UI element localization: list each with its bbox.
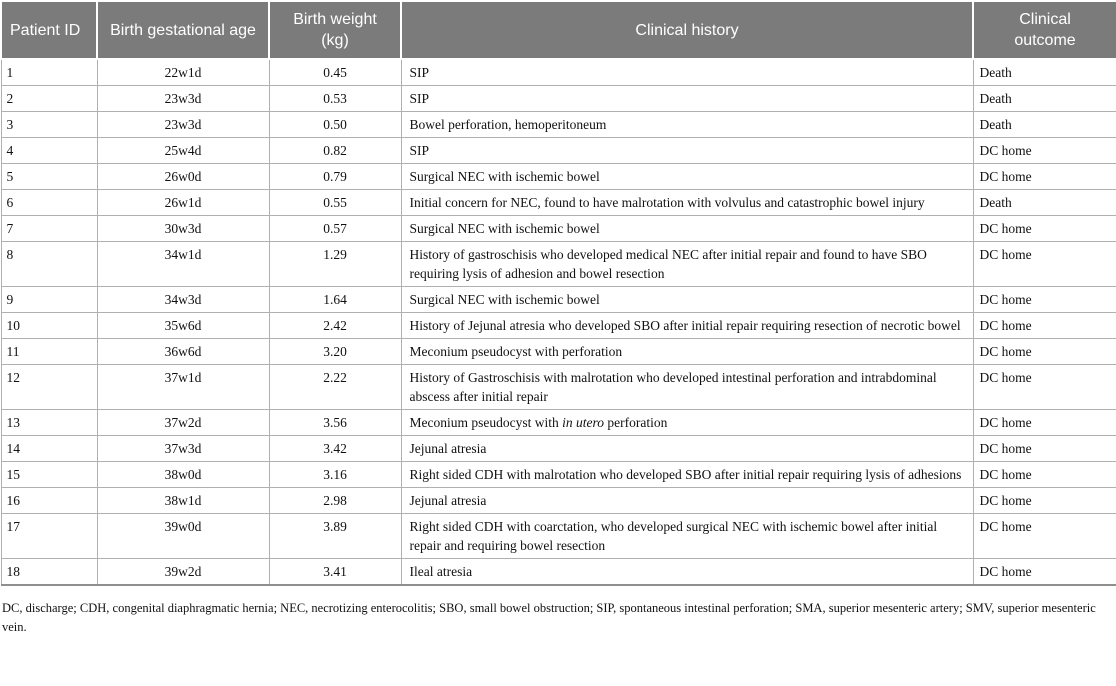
cell-history: Surgical NEC with ischemic bowel	[401, 164, 973, 190]
table-row	[1, 112, 1116, 138]
cell-age: 23w3d	[97, 112, 269, 138]
table-body	[1, 59, 1116, 585]
cell-history: SIP	[401, 59, 973, 86]
cell-weight: 3.56	[269, 410, 401, 436]
cell-weight: 0.45	[269, 59, 401, 86]
cell-id: 4	[1, 138, 97, 164]
cell-age: 34w3d	[97, 287, 269, 313]
cell-history: Surgical NEC with ischemic bowel	[401, 216, 973, 242]
cell-weight: 3.41	[269, 559, 401, 586]
cell-outcome: DC home	[973, 339, 1116, 365]
cell-weight: 0.82	[269, 138, 401, 164]
cell-outcome: DC home	[973, 462, 1116, 488]
cell-id: 18	[1, 559, 97, 586]
table-row	[1, 190, 1116, 216]
cell-history: History of gastroschisis who developed medical NEC after initial repair and found to have SBO requiring lysis of adhesion and bowel resection	[401, 242, 973, 287]
cell-id: 15	[1, 462, 97, 488]
cell-history: Meconium pseudocyst with perforation	[401, 339, 973, 365]
cell-history: Jejunal atresia	[401, 436, 973, 462]
cell-age: 38w0d	[97, 462, 269, 488]
cell-id: 2	[1, 86, 97, 112]
cell-weight: 0.53	[269, 86, 401, 112]
cell-age: 39w0d	[97, 514, 269, 559]
table-row	[1, 365, 1116, 410]
cell-age: 26w0d	[97, 164, 269, 190]
cell-age: 39w2d	[97, 559, 269, 586]
cell-age: 36w6d	[97, 339, 269, 365]
cell-outcome: DC home	[973, 514, 1116, 559]
cell-weight: 3.16	[269, 462, 401, 488]
cell-outcome: DC home	[973, 287, 1116, 313]
cell-id: 10	[1, 313, 97, 339]
table-row	[1, 514, 1116, 559]
cell-id: 8	[1, 242, 97, 287]
table-row	[1, 339, 1116, 365]
table-header	[1, 1, 1116, 59]
cell-age: 25w4d	[97, 138, 269, 164]
cell-id: 5	[1, 164, 97, 190]
cell-outcome: DC home	[973, 559, 1116, 586]
cell-weight: 2.98	[269, 488, 401, 514]
table-row	[1, 313, 1116, 339]
cell-age: 34w1d	[97, 242, 269, 287]
cell-outcome: DC home	[973, 436, 1116, 462]
table-row	[1, 559, 1116, 586]
table-row	[1, 59, 1116, 86]
cell-outcome: DC home	[973, 313, 1116, 339]
cell-age: 38w1d	[97, 488, 269, 514]
cell-history: Ileal atresia	[401, 559, 973, 586]
cell-id: 14	[1, 436, 97, 462]
cell-id: 13	[1, 410, 97, 436]
cell-history: Right sided CDH with malrotation who developed SBO after initial repair requiring lysis of adhesions	[401, 462, 973, 488]
cell-history: Bowel perforation, hemoperitoneum	[401, 112, 973, 138]
cell-id: 11	[1, 339, 97, 365]
cell-age: 30w3d	[97, 216, 269, 242]
cell-age: 37w3d	[97, 436, 269, 462]
column-header-weight: Birth weight (kg)	[269, 1, 401, 59]
cell-outcome: DC home	[973, 164, 1116, 190]
cell-outcome: DC home	[973, 410, 1116, 436]
cell-age: 26w1d	[97, 190, 269, 216]
cell-weight: 3.89	[269, 514, 401, 559]
cell-outcome: DC home	[973, 488, 1116, 514]
table-row	[1, 462, 1116, 488]
cell-history: SIP	[401, 138, 973, 164]
cell-age: 35w6d	[97, 313, 269, 339]
cell-outcome: DC home	[973, 365, 1116, 410]
cell-history: History of Gastroschisis with malrotation who developed intestinal perforation and intrabdominal abscess after initial repair	[401, 365, 973, 410]
cell-history: SIP	[401, 86, 973, 112]
cell-age: 37w1d	[97, 365, 269, 410]
cell-outcome: DC home	[973, 138, 1116, 164]
cell-id: 3	[1, 112, 97, 138]
table-row	[1, 242, 1116, 287]
cell-history: Initial concern for NEC, found to have malrotation with volvulus and catastrophic bowel injury	[401, 190, 973, 216]
table-row	[1, 488, 1116, 514]
cell-age: 23w3d	[97, 86, 269, 112]
cell-id: 12	[1, 365, 97, 410]
table-row	[1, 410, 1116, 436]
cell-id: 16	[1, 488, 97, 514]
table-row	[1, 287, 1116, 313]
cell-history: Jejunal atresia	[401, 488, 973, 514]
cell-weight: 0.79	[269, 164, 401, 190]
column-header-age: Birth gestational age	[97, 1, 269, 59]
cell-weight: 1.64	[269, 287, 401, 313]
column-header-id: Patient ID	[1, 1, 97, 59]
cell-weight: 0.50	[269, 112, 401, 138]
cell-weight: 1.29	[269, 242, 401, 287]
cell-weight: 2.22	[269, 365, 401, 410]
table-row	[1, 164, 1116, 190]
cell-id: 1	[1, 59, 97, 86]
table-footnote: DC, discharge; CDH, congenital diaphragmatic hernia; NEC, necrotizing enterocolitis; SBO, small bowel obstruction; SIP, spontaneous intestinal perforation; SMA, superior mesenteric artery; SMV, superior mesenteric vein.	[2, 601, 1096, 634]
cell-weight: 3.42	[269, 436, 401, 462]
cell-age: 37w2d	[97, 410, 269, 436]
cell-weight: 3.20	[269, 339, 401, 365]
table-header-row	[1, 1, 1116, 59]
cell-id: 6	[1, 190, 97, 216]
cell-id: 17	[1, 514, 97, 559]
table-row	[1, 86, 1116, 112]
cell-outcome: Death	[973, 112, 1116, 138]
cell-outcome: Death	[973, 59, 1116, 86]
table-row	[1, 436, 1116, 462]
cell-weight: 0.55	[269, 190, 401, 216]
column-header-outcome: Clinical outcome	[973, 1, 1116, 59]
table-row	[1, 216, 1116, 242]
table-row	[1, 138, 1116, 164]
cell-history: History of Jejunal atresia who developed SBO after initial repair requiring resection of necrotic bowel	[401, 313, 973, 339]
cell-history: Surgical NEC with ischemic bowel	[401, 287, 973, 313]
cell-outcome: DC home	[973, 216, 1116, 242]
cell-id: 9	[1, 287, 97, 313]
cell-history: Right sided CDH with coarctation, who developed surgical NEC with ischemic bowel after initial repair and requiring bowel resection	[401, 514, 973, 559]
cell-history: Meconium pseudocyst with in utero perforation	[401, 410, 973, 436]
column-header-history: Clinical history	[401, 1, 973, 59]
cell-weight: 2.42	[269, 313, 401, 339]
cell-weight: 0.57	[269, 216, 401, 242]
cell-outcome: Death	[973, 86, 1116, 112]
cell-outcome: Death	[973, 190, 1116, 216]
cell-id: 7	[1, 216, 97, 242]
cell-age: 22w1d	[97, 59, 269, 86]
cell-outcome: DC home	[973, 242, 1116, 287]
